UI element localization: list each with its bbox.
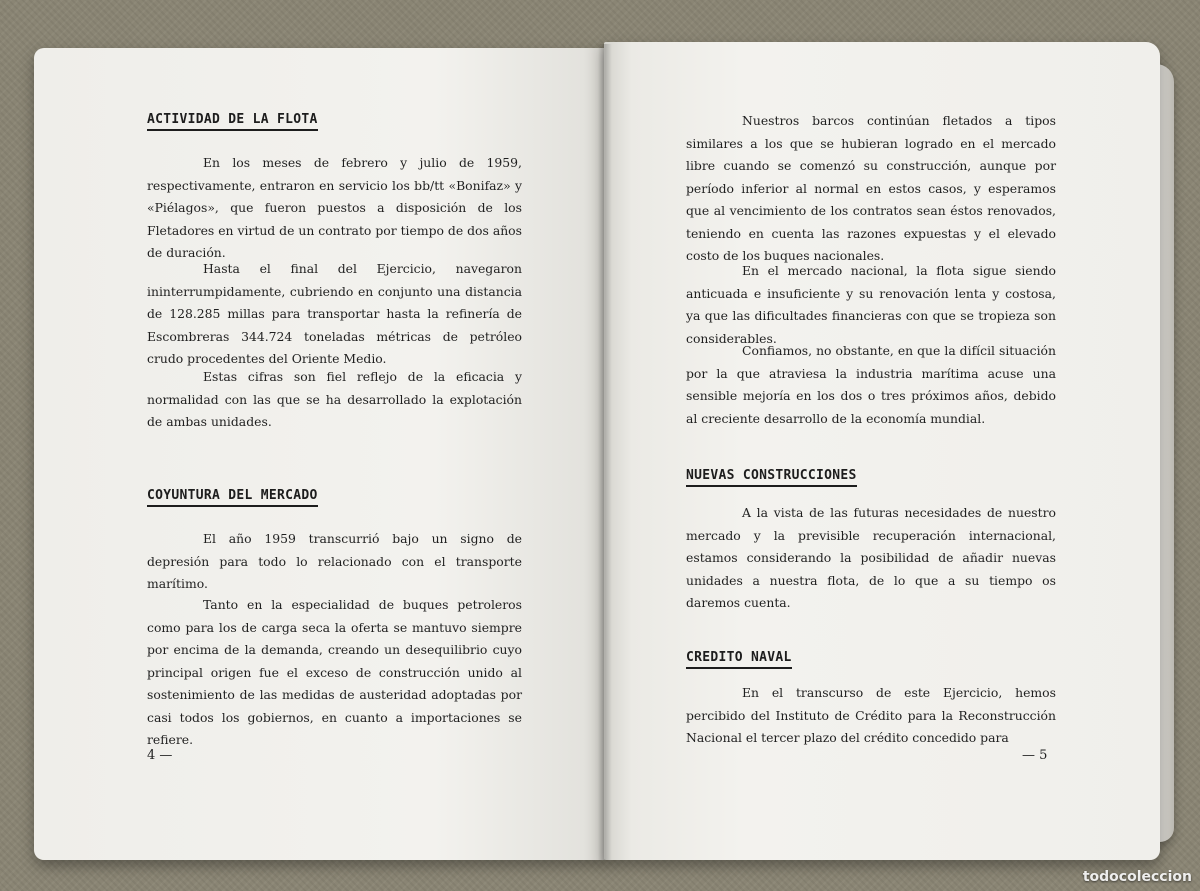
paragraph-credito-naval: En el transcurso de este Ejercicio, hemos percibido del Instituto de Crédito para la Reconstrucción Nacional el tercer plazo del crédito concedido para: [686, 685, 1056, 745]
section-heading-coyuntura-mercado: COYUNTURA DEL MERCADO: [147, 488, 318, 507]
paragraph-coyuntura-2: Tanto en la especialidad de buques petroleros como para los de carga seca la oferta se mantuvo siempre por encima de la demanda, creando un desequilibrio cuyo principal origen fue el exceso de construcción unido al sostenimiento de las medidas de austeridad adoptadas por casi todos los gobiernos, en cuanto a importaciones se refiere.: [147, 597, 522, 747]
section-heading-actividad-flota: ACTIVIDAD DE LA FLOTA: [147, 112, 318, 131]
paragraph-nuevas-construcciones: A la vista de las futuras necesidades de nuestro mercado y la previsible recuperación internacional, estamos considerando la posibilidad de añadir nuevas unidades a nuestra flota, de lo que a su tiempo os daremos cuenta.: [686, 505, 1056, 610]
paragraph-intro-3: Confiamos, no obstante, en que la difícil situación por la que atraviesa la industria marítima acuse una sensible mejoría en los dos o tres próximos años, debido al creciente desarrollo de la economía mundial.: [686, 343, 1056, 426]
paragraph-intro-2: En el mercado nacional, la flota sigue siendo anticuada e insuficiente y su renovación lenta y costosa, ya que las dificultades financieras con que se tropieza son considerables.: [686, 263, 1056, 346]
section-heading-nuevas-construcciones: NUEVAS CONSTRUCCIONES: [686, 468, 857, 487]
section-heading-credito-naval: CREDITO NAVAL: [686, 650, 792, 669]
paragraph-actividad-3: Estas cifras son fiel reflejo de la eficacia y normalidad con las que se ha desarrollado la explotación de ambas unidades.: [147, 369, 522, 429]
paragraph-coyuntura-1: El año 1959 transcurrió bajo un signo de depresión para todo lo relacionado con el transporte marítimo.: [147, 531, 522, 591]
site-watermark: todocoleccion: [1082, 869, 1192, 885]
page-number-left: 4 —: [147, 748, 173, 763]
paragraph-actividad-2: Hasta el final del Ejercicio, navegaron ininterrumpidamente, cubriendo en conjunto una distancia de 128.285 millas para transportar hasta la refinería de Escombreras 344.724 toneladas métricas de petróleo crudo procedentes del Oriente Medio.: [147, 261, 522, 366]
paragraph-actividad-1: En los meses de febrero y julio de 1959, respectivamente, entraron en servicio los bb/tt «Bonifaz» y «Piélagos», que fueron puestos a disposición de los Fletadores en virtud de un contrato por tiempo de dos años de duración.: [147, 155, 523, 260]
book-gutter: [598, 44, 612, 860]
paragraph-intro-1: Nuestros barcos continúan fletados a tipos similares a los que se hubieran logrado en el mercado libre cuando se comenzó su construcción, aunque por período inferior al normal en estos casos, y esperamos que al vencimiento de los contratos sean éstos renovados, teniendo en cuenta las razones expuestas y el elevado costo de los buques nacionales.: [686, 113, 1056, 263]
page-number-right: — 5: [1022, 748, 1048, 763]
